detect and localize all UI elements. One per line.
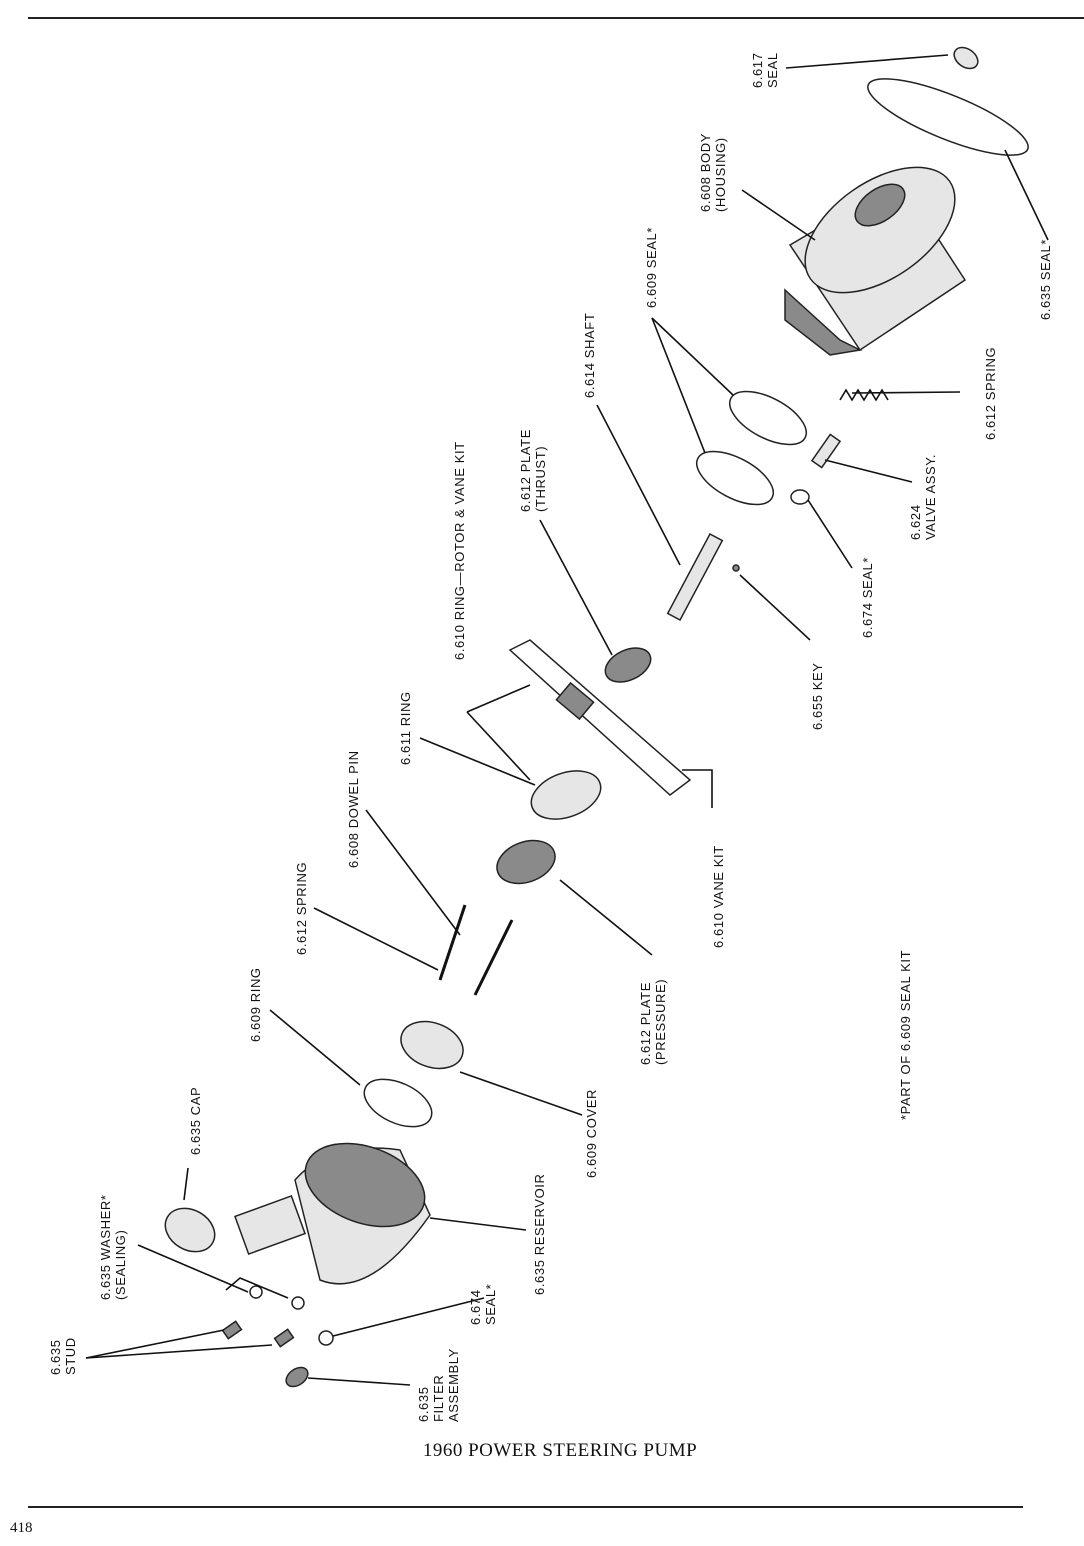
label-shaft-6614: 6.614 SHAFT [582, 312, 597, 398]
label-cap-6635: 6.635 CAP [188, 1086, 203, 1155]
part-key-6655 [733, 565, 739, 571]
label-plate-thrust: 6.612 PLATE(THRUST) [518, 429, 548, 512]
part-seal-6674-top [791, 490, 809, 504]
label-spring-6612-right: 6.612 SPRING [983, 346, 998, 440]
part-cap-6635 [157, 1200, 222, 1261]
label-ring-6609: 6.609 RING [248, 967, 263, 1042]
part-reservoir [235, 1128, 436, 1284]
parts-illustrations [157, 43, 1035, 1390]
part-dowel-pin-a [440, 905, 465, 980]
part-seal-6617 [950, 43, 982, 73]
label-valve-6624: 6.624VALVE ASSY. [908, 453, 938, 540]
label-plate-pressure: 6.612 PLATE(PRESSURE) [638, 978, 668, 1065]
label-stud: 6.635STUD [48, 1337, 78, 1375]
label-seal-6635-top: 6.635 SEAL* [1038, 238, 1053, 320]
part-seal-6635-large [860, 64, 1036, 169]
part-seal-6609-lower [689, 441, 782, 516]
label-key-6655: 6.655 KEY [810, 662, 825, 730]
label-vane-kit: 6.610 VANE KIT [711, 845, 726, 948]
part-dowel-pin-b [475, 920, 512, 995]
part-stud-b [275, 1329, 294, 1346]
label-body-6608: 6.608 BODY(HOUSING) [698, 133, 728, 212]
label-seal-6674-bottom: 6.674SEAL* [468, 1283, 498, 1325]
part-cover-6609 [394, 1013, 469, 1076]
part-washer-a [250, 1286, 262, 1298]
label-reservoir: 6.635 RESERVOIR [532, 1173, 547, 1295]
part-filter-assembly [283, 1364, 312, 1391]
part-stud-a [223, 1321, 242, 1338]
label-filter-assembly: 6.635FILTERASSEMBLY [416, 1348, 461, 1422]
page-number: 418 [10, 1520, 33, 1536]
part-body-housing [783, 142, 977, 355]
part-washer-b [292, 1297, 304, 1309]
label-seal-6674-top: 6.674 SEAL* [860, 556, 875, 638]
diagram-title: 1960 POWER STEERING PUMP [422, 1440, 698, 1461]
label-ring-6611: 6.611 RING [398, 691, 413, 765]
label-spring-6612-small: 6.612 SPRING [294, 861, 309, 955]
part-plate-pressure [491, 833, 561, 891]
footnote-seal-kit: *PART OF 6.609 SEAL KIT [898, 949, 913, 1120]
part-ring-6609 [357, 1070, 439, 1137]
label-seal-6609: 6.609 SEAL* [644, 226, 659, 308]
part-ring-6611 [525, 762, 608, 828]
part-seal-6674-bottom [319, 1331, 333, 1345]
label-washer-sealing: 6.635 WASHER*(SEALING) [98, 1194, 128, 1300]
label-dowel-pin: 6.608 DOWEL PIN [346, 750, 361, 868]
label-ring-rotor-vane-kit: 6.610 RING—ROTOR & VANE KIT [452, 441, 467, 660]
part-vane-kit-card [510, 640, 690, 795]
label-cover-6609: 6.609 COVER [584, 1089, 599, 1178]
label-seal-6617: 6.617SEAL [750, 52, 780, 88]
part-spring-right [840, 390, 888, 400]
part-seal-6609-upper [722, 381, 815, 456]
part-shaft-6614 [668, 534, 723, 620]
